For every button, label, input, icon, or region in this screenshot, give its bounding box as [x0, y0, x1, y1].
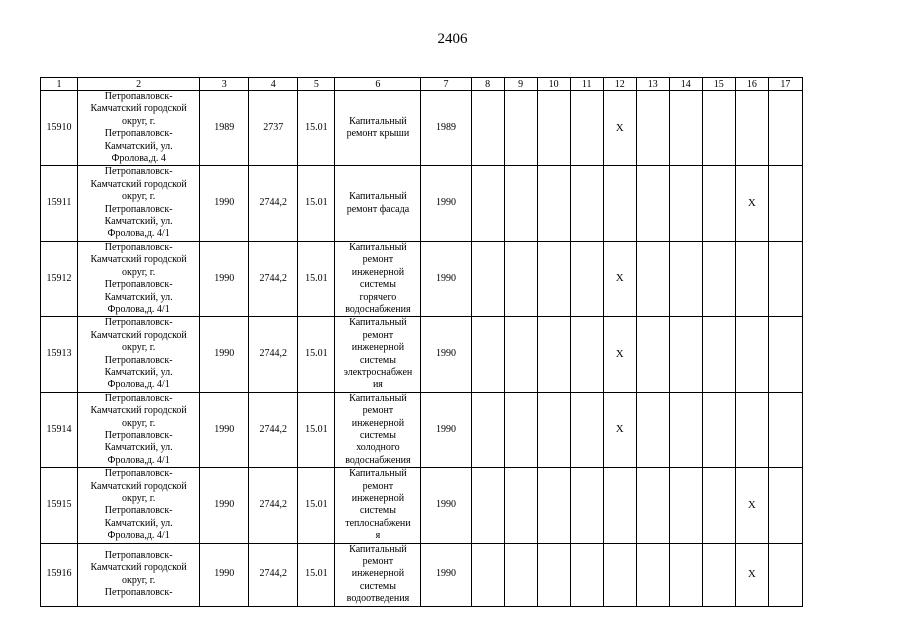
address-cell-line: Петропавловск- — [104, 241, 173, 253]
column-11-cell — [570, 241, 603, 316]
year-cell: 1990 — [200, 241, 249, 316]
column-8-cell — [471, 317, 504, 392]
column-13-cell — [636, 392, 669, 467]
column-17-cell — [768, 543, 802, 606]
address-cell — [78, 317, 200, 392]
column-11-cell — [570, 468, 603, 543]
work-type-cell-line: водоснабжения — [345, 303, 411, 315]
work-type-cell — [335, 91, 421, 166]
column-13-cell — [636, 317, 669, 392]
repair-register-table — [40, 77, 803, 607]
plan-year-cell: 1990 — [421, 166, 471, 241]
address-cell-line: Петропавловск- — [104, 549, 173, 561]
address-cell-line: Фролова,д. 4 — [111, 153, 166, 165]
column-header-13: 13 — [636, 78, 669, 91]
column-16-cell — [735, 543, 768, 606]
address-cell — [78, 543, 200, 606]
column-10-cell — [537, 166, 570, 241]
column-8-cell — [471, 91, 504, 166]
column-9-cell — [504, 166, 537, 241]
column-header-7: 7 — [421, 78, 471, 91]
work-type-cell-line: холодного — [356, 442, 400, 454]
work-type-cell-line: ремонт — [362, 254, 394, 266]
address-cell — [78, 166, 200, 241]
column-12-cell — [603, 166, 636, 241]
column-14-cell — [669, 166, 702, 241]
work-type-cell-line: ия — [372, 379, 383, 391]
row-id: 15914 — [41, 392, 78, 467]
column-8-cell — [471, 468, 504, 543]
column-15-cell — [702, 241, 735, 316]
address-cell-line: Петропавловск- — [104, 354, 173, 366]
column-15-cell — [702, 317, 735, 392]
work-type-cell — [335, 241, 421, 316]
x-mark: X — [615, 347, 624, 360]
work-type-cell-line: я — [375, 530, 381, 542]
address-cell-line: Фролова,д. 4/1 — [107, 530, 170, 542]
work-type-cell-line: инженерной — [351, 568, 405, 580]
x-mark: X — [747, 196, 756, 209]
address-cell-line: Камчатский городской — [90, 329, 187, 341]
column-8-cell — [471, 241, 504, 316]
column-11-cell — [570, 392, 603, 467]
address-cell-line: округ, г. — [122, 115, 156, 127]
address-cell-line: Камчатский городской — [90, 254, 187, 266]
area-cell: 2744,2 — [249, 317, 298, 392]
code-cell: 15.01 — [298, 468, 335, 543]
address-cell-line: Петропавловск- — [104, 91, 173, 102]
address-cell-line: Петропавловск- — [104, 429, 173, 441]
plan-year-cell: 1990 — [421, 317, 471, 392]
address-cell-line: Камчатский, ул. — [104, 216, 173, 228]
area-cell: 2737 — [249, 91, 298, 166]
work-type-cell-line: Капитальный — [349, 543, 407, 555]
address-cell-line: Фролова,д. 4/1 — [107, 303, 170, 315]
work-type-cell — [335, 317, 421, 392]
column-10-cell — [537, 317, 570, 392]
area-cell: 2744,2 — [249, 166, 298, 241]
column-16-cell — [735, 166, 768, 241]
column-header-11: 11 — [570, 78, 603, 91]
column-number-header-row — [41, 78, 803, 91]
work-type-cell-line: Капитальный — [349, 392, 407, 404]
area-cell: 2744,2 — [249, 392, 298, 467]
year-cell: 1990 — [200, 468, 249, 543]
column-12-cell — [603, 317, 636, 392]
page-number: 2406 — [437, 31, 468, 47]
work-type-cell-line: водоотведения — [346, 593, 410, 605]
column-9-cell — [504, 392, 537, 467]
address-cell-line: Камчатский городской — [90, 103, 187, 115]
column-15-cell — [702, 91, 735, 166]
address-cell-line: Камчатский, ул. — [104, 140, 173, 152]
column-header-10: 10 — [537, 78, 570, 91]
column-12-cell — [603, 91, 636, 166]
address-cell-line: Камчатский, ул. — [104, 517, 173, 529]
address-cell-line: Камчатский городской — [90, 405, 187, 417]
address-cell-line: Камчатский городской — [90, 562, 187, 574]
table-row — [41, 317, 803, 392]
work-type-cell-line: Капитальный — [349, 191, 407, 203]
x-mark: X — [615, 423, 624, 436]
column-17-cell — [768, 317, 802, 392]
column-15-cell — [702, 468, 735, 543]
plan-year-cell: 1990 — [421, 468, 471, 543]
address-cell-line: Петропавловск- — [104, 468, 173, 480]
address-cell-line: Петропавловск- — [104, 166, 173, 178]
plan-year-cell: 1990 — [421, 392, 471, 467]
column-14-cell — [669, 91, 702, 166]
table-row — [41, 241, 803, 316]
address-cell-line: Петропавловск- — [104, 128, 173, 140]
table-row — [41, 392, 803, 467]
plan-year-cell: 1989 — [421, 91, 471, 166]
column-11-cell — [570, 91, 603, 166]
year-cell: 1990 — [200, 317, 249, 392]
table-row — [41, 166, 803, 241]
row-id: 15916 — [41, 543, 78, 606]
column-11-cell — [570, 317, 603, 392]
address-cell-line: Фролова,д. 4/1 — [107, 454, 170, 466]
address-cell-line: Камчатский городской — [90, 480, 187, 492]
address-cell-line: Петропавловск- — [104, 505, 173, 517]
column-16-cell — [735, 468, 768, 543]
address-cell — [78, 241, 200, 316]
column-13-cell — [636, 543, 669, 606]
work-type-cell — [335, 166, 421, 241]
row-id: 15913 — [41, 317, 78, 392]
column-14-cell — [669, 392, 702, 467]
code-cell: 15.01 — [298, 166, 335, 241]
column-13-cell — [636, 91, 669, 166]
column-11-cell — [570, 166, 603, 241]
table-row — [41, 543, 803, 606]
column-10-cell — [537, 91, 570, 166]
column-17-cell — [768, 468, 802, 543]
work-type-cell-line: инженерной — [351, 266, 405, 278]
column-header-9: 9 — [504, 78, 537, 91]
column-14-cell — [669, 543, 702, 606]
work-type-cell-line: ремонт — [362, 556, 394, 568]
work-type-cell-line: Капитальный — [349, 468, 407, 480]
year-cell: 1990 — [200, 166, 249, 241]
code-cell: 15.01 — [298, 317, 335, 392]
work-type-cell-line: системы — [359, 279, 396, 291]
column-header-12: 12 — [603, 78, 636, 91]
address-cell-line: Петропавловск- — [104, 279, 173, 291]
address-cell-line: округ, г. — [122, 417, 156, 429]
column-header-6: 6 — [335, 78, 421, 91]
work-type-cell-line: инженерной — [351, 417, 405, 429]
column-header-15: 15 — [702, 78, 735, 91]
column-header-16: 16 — [735, 78, 768, 91]
work-type-cell-line: ремонт фасада — [346, 203, 410, 215]
column-header-3: 3 — [200, 78, 249, 91]
column-10-cell — [537, 241, 570, 316]
work-type-cell-line: ремонт крыши — [346, 128, 410, 140]
column-header-8: 8 — [471, 78, 504, 91]
year-cell: 1989 — [200, 91, 249, 166]
address-cell-line: округ, г. — [122, 266, 156, 278]
column-15-cell — [702, 392, 735, 467]
work-type-cell — [335, 543, 421, 606]
column-17-cell — [768, 392, 802, 467]
row-id: 15912 — [41, 241, 78, 316]
work-type-cell — [335, 468, 421, 543]
column-11-cell — [570, 543, 603, 606]
address-cell-line: округ, г. — [122, 493, 156, 504]
address-cell-line: Петропавловск- — [104, 587, 173, 599]
work-type-cell-line: теплоснабжени — [345, 517, 411, 529]
address-cell — [78, 468, 200, 543]
code-cell: 15.01 — [298, 241, 335, 316]
work-type-cell — [335, 392, 421, 467]
work-type-cell-line: ремонт — [362, 480, 394, 492]
area-cell: 2744,2 — [249, 543, 298, 606]
column-16-cell — [735, 317, 768, 392]
address-cell-line: Фролова,д. 4/1 — [107, 228, 170, 240]
column-15-cell — [702, 166, 735, 241]
address-cell — [78, 392, 200, 467]
column-12-cell — [603, 543, 636, 606]
address-cell-line: округ, г. — [122, 342, 156, 354]
work-type-cell-line: Капитальный — [349, 317, 407, 329]
address-cell-line: Петропавловск- — [104, 392, 173, 404]
address-cell-line: Петропавловск- — [104, 317, 173, 329]
work-type-cell-line: системы — [359, 505, 396, 517]
column-9-cell — [504, 468, 537, 543]
work-type-cell-line: горячего — [359, 291, 397, 303]
column-9-cell — [504, 317, 537, 392]
x-mark: X — [747, 498, 756, 511]
column-13-cell — [636, 166, 669, 241]
column-header-1: 1 — [41, 78, 78, 91]
table-row — [41, 468, 803, 543]
column-15-cell — [702, 543, 735, 606]
area-cell: 2744,2 — [249, 468, 298, 543]
work-type-cell-line: ремонт — [362, 329, 394, 341]
row-id: 15915 — [41, 468, 78, 543]
work-type-cell-line: электроснабжен — [343, 366, 413, 378]
address-cell-line: Камчатский, ул. — [104, 442, 173, 454]
column-10-cell — [537, 468, 570, 543]
row-id: 15911 — [41, 166, 78, 241]
table-row — [41, 91, 803, 166]
address-cell-line: округ, г. — [122, 191, 156, 203]
column-8-cell — [471, 166, 504, 241]
code-cell: 15.01 — [298, 543, 335, 606]
column-10-cell — [537, 543, 570, 606]
column-header-14: 14 — [669, 78, 702, 91]
address-cell — [78, 91, 200, 166]
year-cell: 1990 — [200, 392, 249, 467]
column-16-cell — [735, 91, 768, 166]
x-mark: X — [747, 567, 756, 580]
year-cell: 1990 — [200, 543, 249, 606]
column-17-cell — [768, 166, 802, 241]
x-mark: X — [615, 272, 624, 285]
column-17-cell — [768, 241, 802, 316]
work-type-cell-line: Капитальный — [349, 115, 407, 127]
address-cell-line: Камчатский городской — [90, 178, 187, 190]
code-cell: 15.01 — [298, 91, 335, 166]
table-body — [41, 91, 803, 607]
work-type-cell-line: системы — [359, 429, 396, 441]
column-8-cell — [471, 392, 504, 467]
work-type-cell-line: инженерной — [351, 342, 405, 354]
column-9-cell — [504, 543, 537, 606]
work-type-cell-line: Капитальный — [349, 241, 407, 253]
work-type-cell-line: системы — [359, 354, 396, 366]
work-type-cell-line: системы — [359, 580, 396, 592]
code-cell: 15.01 — [298, 392, 335, 467]
column-header-17: 17 — [768, 78, 802, 91]
column-9-cell — [504, 241, 537, 316]
column-14-cell — [669, 468, 702, 543]
work-type-cell-line: водоснабжения — [345, 454, 411, 466]
column-16-cell — [735, 241, 768, 316]
column-8-cell — [471, 543, 504, 606]
column-13-cell — [636, 241, 669, 316]
column-10-cell — [537, 392, 570, 467]
address-cell-line: округ, г. — [122, 574, 156, 586]
x-mark: X — [615, 121, 624, 134]
column-17-cell — [768, 91, 802, 166]
column-16-cell — [735, 392, 768, 467]
column-12-cell — [603, 392, 636, 467]
column-12-cell — [603, 468, 636, 543]
column-header-5: 5 — [298, 78, 335, 91]
address-cell-line: Камчатский, ул. — [104, 291, 173, 303]
column-header-2: 2 — [78, 78, 200, 91]
row-id: 15910 — [41, 91, 78, 166]
work-type-cell-line: инженерной — [351, 493, 405, 504]
address-cell-line: Петропавловск- — [104, 203, 173, 215]
plan-year-cell: 1990 — [421, 543, 471, 606]
work-type-cell-line: ремонт — [362, 405, 394, 417]
column-12-cell — [603, 241, 636, 316]
plan-year-cell: 1990 — [421, 241, 471, 316]
area-cell: 2744,2 — [249, 241, 298, 316]
column-9-cell — [504, 91, 537, 166]
column-header-4: 4 — [249, 78, 298, 91]
column-14-cell — [669, 317, 702, 392]
column-14-cell — [669, 241, 702, 316]
column-13-cell — [636, 468, 669, 543]
address-cell-line: Камчатский, ул. — [104, 366, 173, 378]
address-cell-line: Фролова,д. 4/1 — [107, 379, 170, 391]
